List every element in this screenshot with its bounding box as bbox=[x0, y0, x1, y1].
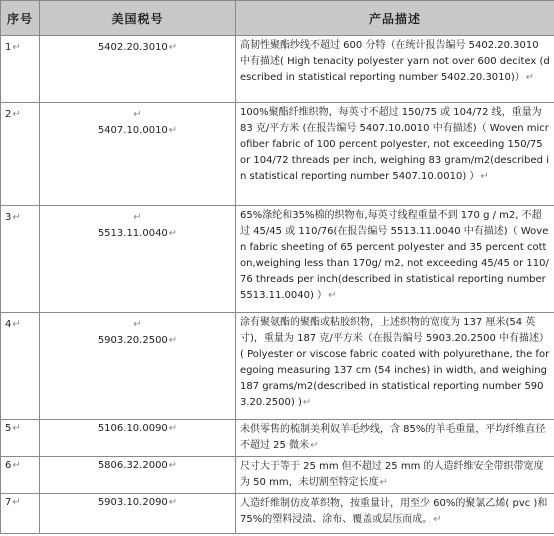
paragraph-mark: ↵ bbox=[133, 319, 142, 330]
row-description: 高韧性聚酯纱线不超过 600 分特（在统计报告编号 5402.20.3010 中有描述( High tenacity polyester yarn not over 600 decitex (described in statistical reporting number 5402.20.3010)） bbox=[240, 40, 550, 83]
paragraph-mark: ↵ bbox=[168, 460, 178, 471]
paragraph-mark: ↵ bbox=[12, 319, 21, 330]
row-code-cell bbox=[40, 103, 236, 206]
paragraph-mark: ↵ bbox=[12, 42, 21, 53]
row-serial-cell bbox=[1, 36, 40, 103]
row-desc-cell bbox=[236, 206, 554, 313]
row-serial-no: 6 bbox=[5, 460, 12, 471]
paragraph-mark: ↵ bbox=[12, 212, 21, 223]
row-serial-no: 7 bbox=[5, 497, 12, 508]
table-row bbox=[1, 36, 554, 103]
paragraph-mark: ↵ bbox=[168, 42, 178, 53]
paragraph-mark: ↵ bbox=[433, 514, 442, 525]
paragraph-mark: ↵ bbox=[133, 212, 142, 223]
paragraph-mark: ↵ bbox=[12, 460, 21, 471]
row-description: 涂有聚氨酯的聚酯或粘胶织物，上述织物的宽度为 137 厘米(54 英寸)，重量为 187 克/平方米（在报告编号 5903.20.2500 中有描述）( Polyester or viscose fabric coated with polyurethane, the foregoing measuring 137 cm (54 inches) in width, and weighing 187 grams/m2(described in statistical reporting number 5903.20.2500) ) bbox=[240, 317, 550, 408]
row-serial-cell bbox=[1, 494, 40, 534]
paragraph-mark: ↵ bbox=[168, 228, 178, 239]
table-row bbox=[1, 457, 554, 494]
row-tariff-code: 5407.10.0010 bbox=[97, 125, 168, 136]
row-description: 未供零售的梳制美利奴羊毛纱线，含 85%的羊毛重量，平均纤维直径不超过 25 微米 bbox=[240, 424, 546, 451]
paragraph-mark: ↵ bbox=[302, 397, 312, 408]
row-desc-cell bbox=[236, 457, 554, 494]
row-desc-cell bbox=[236, 494, 554, 534]
row-serial-no: 5 bbox=[5, 423, 12, 434]
header-serial-no: 序号 bbox=[1, 1, 40, 36]
row-description: 65%涤纶和35%棉的织物布,每英寸线程重量不到 170 g / m2, 不超过 45/45 或 110/76(在报告编号 5513.11.0040 中有描述)（ Woven fabric sheeting of 65 percent polyester and 35 percent cotton,weighing less than 170g/ m2, not exceeding 45/45 or 110/76 threads per inch(described in statistical reporting number 5513.11.0040) ） bbox=[240, 210, 549, 301]
table-header-row bbox=[1, 1, 554, 36]
row-desc-cell bbox=[236, 103, 554, 206]
row-serial-cell bbox=[1, 206, 40, 313]
paragraph-mark: ↵ bbox=[328, 290, 337, 301]
row-serial-no: 3 bbox=[5, 212, 12, 223]
paragraph-mark: ↵ bbox=[133, 109, 142, 120]
table-row bbox=[1, 494, 554, 534]
table-row bbox=[1, 103, 554, 206]
paragraph-mark: ↵ bbox=[12, 423, 21, 434]
row-code-cell bbox=[40, 206, 236, 313]
row-serial-no: 1 bbox=[5, 42, 12, 53]
header-us-tariff-code: 美国税号 bbox=[40, 1, 236, 36]
table-row bbox=[1, 206, 554, 313]
row-desc-cell bbox=[236, 420, 554, 457]
row-serial-no: 4 bbox=[5, 319, 12, 330]
row-tariff-code: 5903.20.2500 bbox=[97, 335, 168, 346]
paragraph-mark: ↵ bbox=[480, 171, 489, 182]
row-tariff-code: 5402.20.3010 bbox=[97, 42, 168, 53]
row-description: 100%聚酯纤维织物，每英寸不超过 150/75 或 104/72 线，重量为 83 克/平方米 (在报告编号 5407.10.0010 中有描述)（ Woven microfiber fabric of 100 percent polyester, not exceeding 150/75 or 104/72 threads per inch, weighing 83 gram/m2(described in statistical reporting number 5407.10.0010) ） bbox=[240, 107, 549, 182]
paragraph-mark: ↵ bbox=[525, 72, 535, 83]
row-serial-cell bbox=[1, 313, 40, 420]
paragraph-mark: ↵ bbox=[379, 477, 388, 488]
row-serial-cell bbox=[1, 420, 40, 457]
row-code-cell bbox=[40, 494, 236, 534]
row-code-cell bbox=[40, 457, 236, 494]
row-serial-cell bbox=[1, 103, 40, 206]
table-row bbox=[1, 313, 554, 420]
paragraph-mark: ↵ bbox=[12, 497, 21, 508]
row-tariff-code: 5106.10.0090 bbox=[97, 423, 168, 434]
row-desc-cell bbox=[236, 36, 554, 103]
header-product-description: 产品描述 bbox=[236, 1, 554, 36]
table-row bbox=[1, 420, 554, 457]
row-desc-cell bbox=[236, 313, 554, 420]
paragraph-mark: ↵ bbox=[168, 497, 178, 508]
paragraph-mark: ↵ bbox=[168, 423, 178, 434]
row-tariff-code: 5903.10.2090 bbox=[97, 497, 168, 508]
row-code-cell bbox=[40, 36, 236, 103]
paragraph-mark: ↵ bbox=[12, 109, 21, 120]
paragraph-mark: ↵ bbox=[168, 125, 178, 136]
row-description: 人造纤维制仿皮革织物，按重量计，用至少 60%的聚氯乙烯( pvc )和 75%的塑料浸渍、涂布、覆盖或层压而成。 bbox=[240, 498, 548, 525]
row-description: 尺寸大于等于 25 mm 但不超过 25 mm 的人造纤维安全带织带宽度为 50 mm，未切割至特定长度 bbox=[240, 461, 544, 488]
row-code-cell bbox=[40, 420, 236, 457]
row-tariff-code: 5513.11.0040 bbox=[97, 228, 168, 239]
paragraph-mark: ↵ bbox=[168, 335, 178, 346]
row-serial-cell bbox=[1, 457, 40, 494]
row-serial-no: 2 bbox=[5, 109, 12, 120]
paragraph-mark: ↵ bbox=[310, 440, 319, 451]
row-code-cell bbox=[40, 313, 236, 420]
row-tariff-code: 5806.32.2000 bbox=[97, 460, 168, 471]
